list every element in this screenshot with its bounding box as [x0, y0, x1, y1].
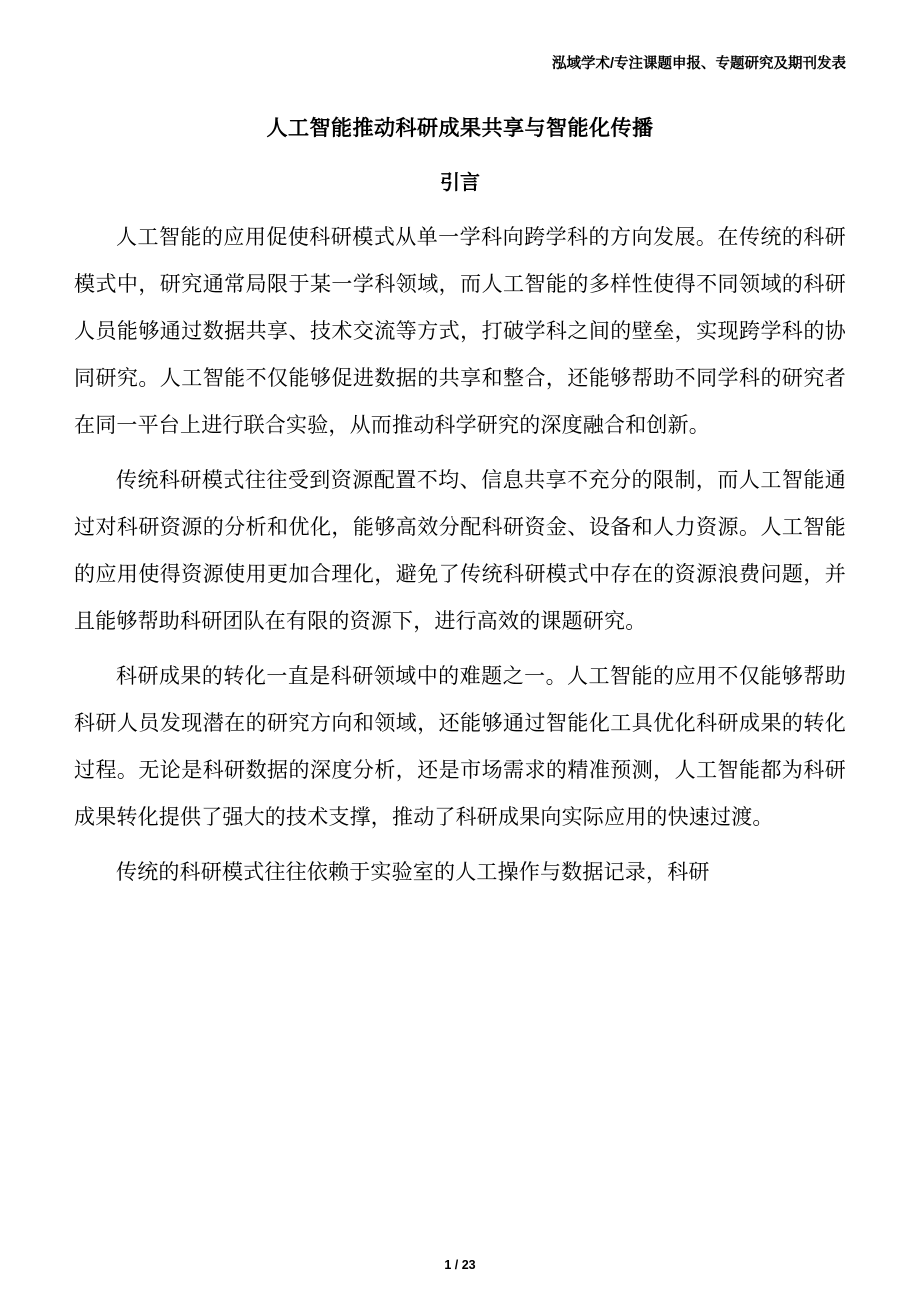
page-header: 泓域学术/专注课题申报、专题研究及期刊发表: [551, 56, 846, 72]
paragraph: 传统的科研模式往往依赖于实验室的人工操作与数据记录，科研: [116, 860, 710, 884]
page-title: 人工智能推动科研成果共享与智能化传播: [266, 117, 654, 140]
section-heading-introduction: 引言: [440, 172, 480, 194]
paragraph: 传统科研模式往往受到资源配置不均、信息共享不充分的限制，而人工智能通过对科研资源的分析和优化，能够高效分配科研资金、设备和人力资源。人工智能的应用使得资源使用更加合理化，避免了传统科研模式中存在的资源浪费问题，并且能够帮助科研团队在有限的资源下，进行高效的课题研究。: [74, 468, 846, 633]
document-body: [74, 112, 846, 904]
paragraph: 科研成果的转化一直是科研领域中的难题之一。人工智能的应用不仅能够帮助科研人员发现潜在的研究方向和领域，还能够通过智能化工具优化科研成果的转化过程。无论是科研数据的深度分析，还是市场需求的精准预测，人工智能都为科研成果转化提供了强大的技术支撑，推动了科研成果向实际应用的快速过渡。: [74, 664, 846, 829]
paragraph: 人工智能的应用促使科研模式从单一学科向跨学科的方向发展。在传统的科研模式中，研究通常局限于某一学科领域，而人工智能的多样性使得不同领域的科研人员能够通过数据共享、技术交流等方式，打破学科之间的壁垒，实现跨学科的协同研究。人工智能不仅能够促进数据的共享和整合，还能够帮助不同学科的研究者在同一平台上进行联合实验，从而推动科学研究的深度融合和创新。: [74, 225, 846, 437]
page-footer-number: 1 / 23: [444, 1258, 476, 1272]
